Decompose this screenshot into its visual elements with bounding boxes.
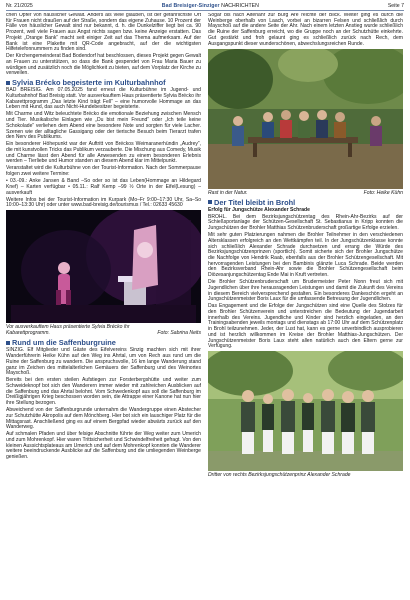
stage-photo bbox=[6, 210, 201, 323]
headline-titel: Der Titel bleibt in Brohl bbox=[214, 197, 296, 207]
article-paragraph: BROHL. Bei dem Bezirksjungschützentag des Rhein-Ahr-Bezirks auf der Schießsportanlage der Schützen-Gesellschaft St. Sebastianus in Kripp konnten die Jungschützen der Brohler Matthias Schützenbruderschaft großartige Erfolge erzielen. bbox=[208, 213, 403, 232]
group-photo bbox=[208, 351, 403, 471]
intro-paragraph: Sogar bis nach Altenahr zur Burg Are reichte der Blick. Weiter ging es durch die Weinberge oberhalb von Laach, vorbei an bizarren Felsen und schließlich durch Mayschoß auf die andere Seite der Ahr. Nach einem letzten Anstieg wurde schließlich die Ruine der Saffenburg erreicht, wo die Gruppe noch an der Schutzhütte einkehrte. Gut gestärkt und froh gelaunt ging es schließlich zurück nach Rech, dem Ausgangspunkt dieser wunderschönen, abwechslungsreichen Runde. bbox=[208, 13, 403, 47]
stage-photo-image bbox=[6, 210, 201, 323]
article-paragraph: Ein besonderer Höhepunkt war der Auftritt von Bréckos Weimaranerhündin „Audrey“, die mit kunstvollen Tricks das Publikum verzauberte. Die Mischung aus Comedy, Musik und Charme lässt den Abend für alle Anwesenden zu einem besonderen Erlebnis werden – Tierliebe und Humor standen an diesem Abend klar im Mittelpunkt. bbox=[6, 141, 201, 165]
article-paragraph: Die Brohler Schützenbruderschaft um Brudermeister Peter Nonn freut sich mit Jugendlichen über ihre herausragenden Leistungen und damit die Zukunft des Vereins in diesem Bereich vielversprechend gestalten. Ein besonderes Dankeschön ergeht an Jungschützenmeister Boris Laux für die umfassende Betreuung der Jugendlichen. bbox=[208, 279, 403, 303]
left-column bbox=[6, 13, 201, 481]
article-paragraph: Auf schmalen Pfaden und über felsige Abschnitte führte der Weg weiter zum Umerich und zum Mohrenkopf. Hier waren Trittsicherheit und Schwindelfreiheit gefragt. Von den kleinen Aussichtsplateaus am Umerich und auf dem Mohrenkopf konnten die Wanderer weitere beeindruckende Ausblicke auf die Saffenburg und die umliegenden Weinberge genießen. bbox=[6, 431, 201, 461]
caption-text: Dritter von rechts Bezirksjungschützenprinz Alexander Schrade bbox=[208, 472, 351, 479]
photo-credit: Foto: Sabrina Neits bbox=[157, 330, 201, 337]
article-subheadline: Erfolg für Jungschütze Alexander Schrade bbox=[208, 206, 310, 213]
intro-paragraph: Der Kirchengemeinderat Bad Bodendorf hat beschlossen, dieses Projekt gegen Gewalt an Frauen zu unterstützen, so dass die Bank gespendet von Frau Maria Bauer zu würdigen und zusätzlich noch die Möglichkeit zu bieten, auf dem Vorplatz der Kirche zu verweilen. bbox=[6, 53, 201, 77]
photo-caption bbox=[208, 472, 403, 478]
article-paragraph: Mit Charme und Witz beleuchtete Brécko die emotionale Beziehung zwischen Mensch und Tier. Musikalische Einlagen wie „Du bist mein Freund“ oder „Ich teile keine Schokolade“ verliehen dem Abend eine besondere Note und sorgten für viele Lacher. Szenen wie der alltagliche Gassigang oder der tierische Besuch beim Tierarzt trafen den Nerv des Publikums. bbox=[6, 111, 201, 141]
article-paragraph: BAD BREISIG. Am 07.05.2025 fand erneut die Kulturbühne im Jugend- und Kulturbahnhof Bad Breisig statt. Vor ausverkauftem Haus präsentierte Sylvia Brécko ihr Kabarettprogramm „Das letzte Kind trägt Fell“ – eine humorvolle Hommage an das Leben mit Hund, das auch Nicht-Hundebesitzer begeisterte. bbox=[6, 87, 201, 111]
article-headline bbox=[208, 199, 403, 207]
headline-square-icon bbox=[6, 341, 10, 345]
article-paragraph: • 03.-09.: Anke Jansen & Band –So oder so ist das Leben(Hommage an Hildegard Knef) – Karten verfügbar • 05.11.: Ralf Kemp –99 ½ Orte in der Eifel(Lesung) – ausverkauft bbox=[6, 178, 201, 196]
article-headline bbox=[6, 339, 201, 347]
right-column bbox=[208, 13, 403, 481]
photo-caption bbox=[208, 190, 403, 196]
caption-text: Vor ausverkauftem Haus präsentierte Sylvia Brécko ihr Kabarettprogramm. bbox=[6, 324, 130, 337]
issue-number: Nr. 21/2025 bbox=[6, 3, 33, 9]
article-paragraph: Weitere Infos bei der Tourist-Information im Kurpark (Mo–Fr 9:00–17:30 Uhr, Sa–So 10:00–13:30 Uhr) oder unter www.bad-breisig.de/tourismus / Tel.: 02633 45630 bbox=[6, 196, 201, 209]
headline-square-icon bbox=[6, 81, 10, 85]
intro-paragraph: chen Opfer von häuslicher Gewalt. Anders als viele glauben, ist der gefährlichste Ort für Frauen nicht draußen auf der Straße, sondern das eigene Zuhause. 10 Prozent der Fälle von häuslicher Gewalt sind nur bekannt, d. h. die Dunkelziffer liegt bei ca. 90 Prozent, weil viele Frauen aus Angst nichts sagen bzw. keine Anzeige erstatten. Das Projekt „Orange Bank“ macht seit einiger Zeit auf das Thema aufmerksam. Auf der Bank ist eine Plakette mit QR-Code angebracht, auf der die wichtigsten Hilfetelefonnummern zu finden sind. bbox=[6, 13, 201, 53]
article-paragraph: Mit sehr guten Platzierungen nahmen die Brohler Teilnehmer in den verschiedenen Altersklassen erfolgreich an den Wettkämpfen teil. In der Jungschützenklasse konnte sich schließlich Alexander Schrade durchsetzen und errang die Würde des Bezirksjungschützenprinzen (sportlich). Somit sicherte sich der Brohler Jungschütze die Nachfolge von Hendrik Raab, ebenfalls aus der Brohler Schützengesellschaft. Mit hervorragenden Leistungen bei den Bambinis glänzte Luca Schrade. Beide werden den Bezirksverband Rhein-Ahr sowie die Brohler Schützengesellschaft beim Diözesanjungschützentag Ende Mai in Kruft vertreten. bbox=[208, 232, 403, 279]
article-paragraph: Das Engagement und die Erfolge der Jungschützen sind eine Quelle des Stolzes für den Brohler Schützenverein und unterstreichen die Bedeutung der Jugendarbeit innerhalb des Vereins. Jugendliche und Kinder sind herzlich eingeladen, an den Trainingsabenden jeweils montags und dienstags ab 17:00 Uhr auf dem Schützenplatz in Brohl teilzunehmen. Jeder, der Lust hat, kann es gerne unverbindlich ausprobieren und ist herzlich willkommen im Kreise der Brohler Matthias-Jungschützen. Der Jungschützenmeister Boris Laux steht allen natürlich auch den Eltern gerne zur Verfügung. bbox=[208, 303, 403, 350]
page-header bbox=[6, 3, 404, 11]
article-paragraph: Veranstaltet wird die Kulturbühne von der Tourist-Information. Nach der Sommerpause folgen zwei weitere Termine: bbox=[6, 165, 201, 178]
photo-credit: Foto: Heike Kühn bbox=[363, 189, 403, 196]
article-headline bbox=[6, 79, 201, 87]
article-paragraph: SINZIG. Elf Mitglieder und Gäste des Eifelvereins Sinzig machten sich mit ihrer Wanderführerin Heike Kühn auf den Weg ins Ahrtal, um von Rech aus rund um die Ruine der Saffenburg zu wandern. Die anspruchsvolle, 16 km lange Wanderung stand ganz im Zeichen des mittelalterlichen Gemäuers der Saffenburg und des Weinortes Mayschoß. bbox=[6, 347, 201, 377]
headline-sylvia: Sylvia Brécko begeisterte im Kulturbahnhof bbox=[12, 78, 166, 88]
article-paragraph: Abweichend von der Saffenburgrunde unternahm die Wandergruppe einen Abstecher zur Schutzhütte Akropolis auf dem Mönchberg. Hier bot sich ein lauschiger Platz für die Mittagsrast. Anschließend ging es auf einem Bergpfad wieder abwärts zurück auf den Wanderweg. bbox=[6, 407, 201, 431]
paper-title: Bad Breisiger-Sinziger NACHRICHTEN bbox=[161, 3, 259, 9]
headline-saffenburg: Rund um die Saffenburgruine bbox=[12, 338, 116, 348]
article-paragraph: Bereits bei den ersten steilen Aufstiegen zur Forsterbergshütte und weiter zum Schweideknopf bot sich den Wanderern immer wieder mit zahlreichen Ausblicken auf die Saffenburg und das Ahrtal belohnt. Vom Schwedenkopf aus soll die Saffenburg im Dreißigjährigen Krieg beschossen worden sein, die Attrappe einer Kanone hat nun hier ihre Stellung bezogen. bbox=[6, 377, 201, 407]
hiking-photo-image bbox=[208, 49, 403, 189]
page-number: Seite 7 bbox=[387, 3, 404, 9]
headline-square-icon bbox=[208, 200, 212, 204]
group-photo-image bbox=[208, 351, 403, 471]
photo-caption bbox=[6, 324, 201, 336]
caption-text: Rast in der Natur. bbox=[208, 189, 248, 196]
hiking-photo bbox=[208, 49, 403, 189]
